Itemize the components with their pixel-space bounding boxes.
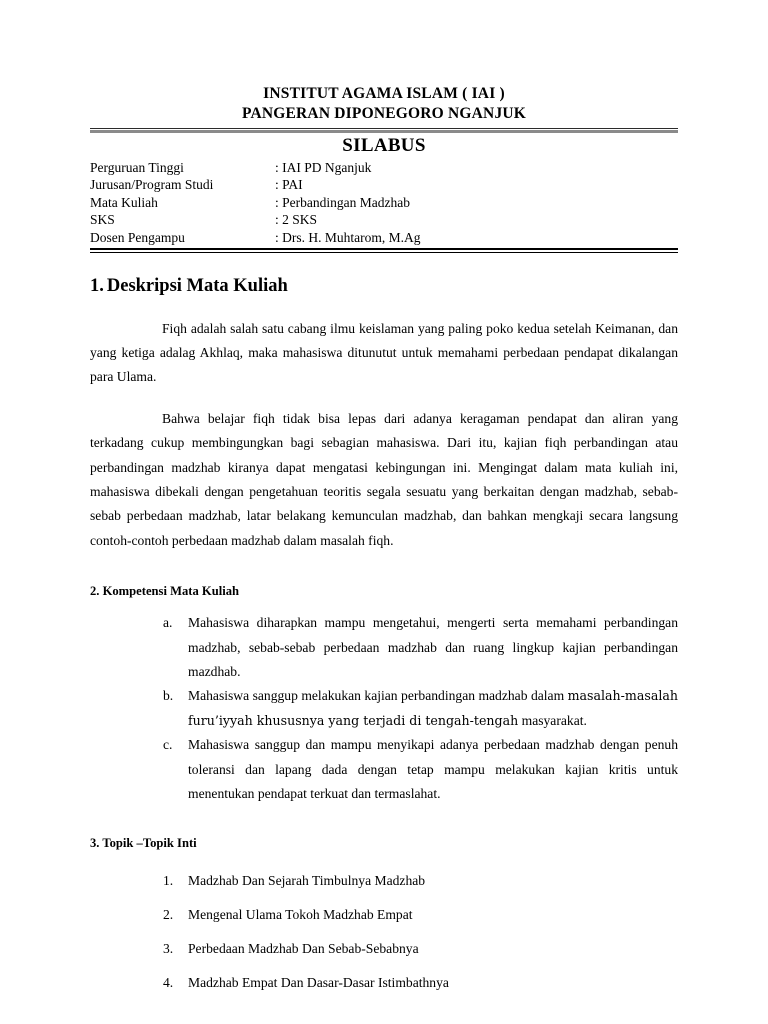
list-item-text: Mahasiswa sanggup dan mampu menyikapi adanya perbedaan madzhab dengan penuh toleransi dan lapang dada dengan tetap mampu melakukan kajian kritis untuk menentukan pendapat terkuat dan termaslahat. [188, 737, 678, 802]
paragraph: Fiqh adalah salah satu cabang ilmu keislaman yang paling poko kedua setelah Keimanan, dan yang ketiga adalag Akhlaq, maka mahasiswa ditunutut untuk memahami perbedaan pendapat dikalangan para Ulama. [90, 320, 678, 385]
section-1-body [90, 317, 678, 554]
course-metadata-table [90, 159, 678, 246]
list-item-text: Madzhab Dan Sejarah Timbulnya Madzhab [188, 873, 426, 889]
list-item [90, 611, 678, 684]
topics-list [90, 868, 678, 996]
metadata-label: Mata Kuliah [90, 194, 158, 210]
section-3 [90, 835, 678, 996]
document-title: SILABUS [342, 135, 426, 156]
metadata-label: SKS [90, 212, 115, 228]
list-item [90, 868, 678, 894]
metadata-label: Perguruan Tinggi [90, 160, 184, 175]
metadata-value: : 2 SKS [275, 212, 318, 228]
table-row [90, 159, 678, 176]
list-marker: b. [163, 688, 174, 704]
table-row [90, 176, 678, 193]
section-1-title: Deskripsi Mata Kuliah [106, 275, 288, 296]
list-item-text-lead: Mahasiswa sanggup melakukan kajian perbandingan madzhab dalam [188, 688, 568, 704]
document-page [90, 0, 678, 996]
list-marker: 2. [163, 907, 174, 923]
institution-name-line-2: PANGERAN DIPONEGORO NGANJUK [241, 105, 527, 122]
list-marker: 1. [163, 873, 174, 889]
course-metadata-body [90, 159, 678, 246]
list-item [90, 684, 678, 733]
header-divider-rule [90, 128, 678, 133]
list-item-text: Perbedaan Madzhab Dan Sebab-Sebabnya [188, 941, 419, 957]
list-item [90, 970, 678, 996]
table-row [90, 194, 678, 211]
metadata-label: Jurusan/Program Studi [90, 177, 214, 193]
list-item-text-emphasis: masalah-masalah furu’iyyah khususnya yang terjadi di tengah-tengah [188, 688, 678, 728]
metadata-value: : PAI [275, 177, 303, 193]
list-marker: c. [163, 737, 173, 753]
table-row [90, 211, 678, 228]
list-item [90, 902, 678, 928]
paragraph: Bahwa belajar fiqh tidak bisa lepas dari adanya keragaman pendapat dan aliran yang terkadang cukup membingungkan bagi sebagian mahasiswa. Dari itu, kajian fiqh perbandingan atau perbandingan madzhab kiranya dapat mengatasi kebingungan ini. Mengingat dalam mata kuliah ini, mahasiswa dibekali dengan pengetahuan teoritis segala sesuatu yang berkaitan dengan madzhab, sebab-sebab perbedaan madzhab, latar belakang kemunculan madzhab, dan bahkan mengkaji secara langsung contoh-contoh perbedaan madzhab dalam masalah fiqh. [90, 410, 678, 548]
document-header [90, 0, 678, 158]
list-marker: a. [163, 615, 173, 631]
metadata-label: Dosen Pengampu [90, 229, 185, 245]
section-2 [90, 583, 678, 806]
metadata-value: : IAI PD Nganjuk [275, 160, 372, 175]
metadata-value: : Perbandingan Madzhab [275, 194, 410, 210]
table-row [90, 229, 678, 246]
list-item-text-tail: masyarakat. [518, 712, 587, 728]
list-item-text: Mengenal Ulama Tokoh Madzhab Empat [188, 907, 413, 923]
metadata-divider-rule [90, 248, 678, 253]
section-2-heading: 2. Kompetensi Mata Kuliah [90, 584, 240, 599]
list-item-text: Madzhab Empat Dan Dasar-Dasar Istimbathnya [188, 975, 449, 991]
list-item [90, 733, 678, 806]
section-1-number: 1. [90, 275, 104, 296]
competency-list [90, 611, 678, 806]
section-3-heading: 3. Topik –Topik Inti [90, 836, 197, 851]
list-marker: 3. [163, 941, 174, 957]
list-marker: 4. [163, 975, 174, 991]
section-1-heading [90, 275, 678, 297]
institution-name-line-1: INSTITUT AGAMA ISLAM ( IAI ) [263, 85, 505, 102]
metadata-value: : Drs. H. Muhtarom, M.Ag [275, 229, 421, 245]
list-item-text: Mahasiswa diharapkan mampu mengetahui, mengerti serta memahami perbandingan madzhab, sebab-sebab perbedaan madzhab dan ruang lingkup kajian perbandingan mazdhab. [188, 615, 678, 679]
list-item [90, 936, 678, 962]
